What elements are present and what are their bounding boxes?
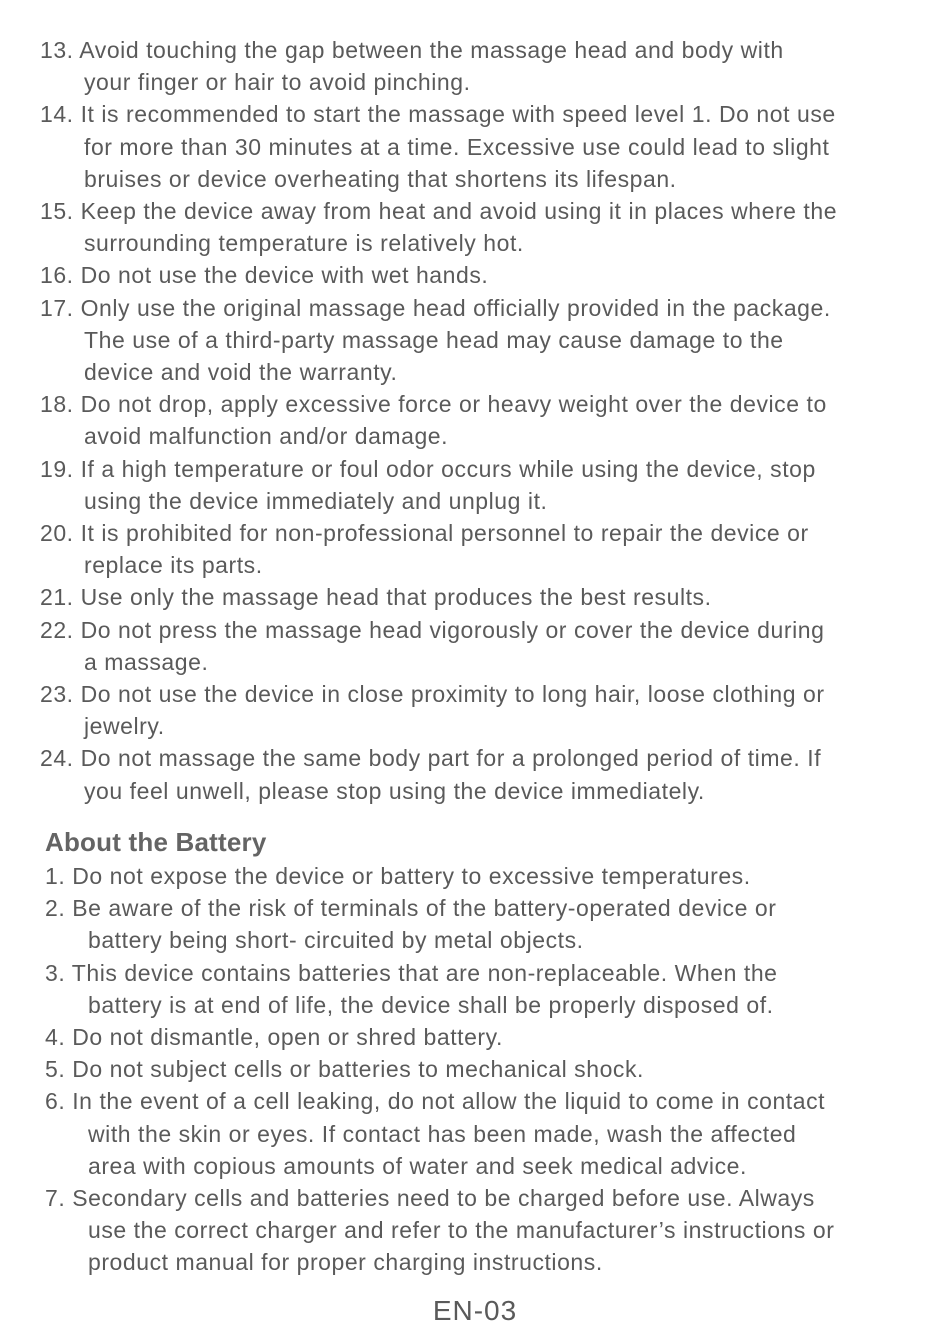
list-item [45,892,834,956]
list-item-continuation: bruises or device overheating that shortens its lifespan. [84,165,677,192]
list-item [40,614,837,678]
list-item-continuation: for more than 30 minutes at a time. Excessive use could lead to slight [84,133,830,160]
list-item-text: 13. Avoid touching the gap between the massage head and body with [40,37,784,63]
list-item-continuation: replace its parts. [84,552,263,579]
list-item-text: 21. Use only the massage head that produces the best results. [40,584,712,611]
list-item-text: 6. In the event of a cell leaking, do not allow the liquid to come in contact [45,1088,826,1115]
list-item-continuation: with the skin or eyes. If contact has been made, wash the affected [88,1120,797,1147]
list-item-continuation: battery is at end of life, the device shall be properly disposed of. [88,991,774,1018]
list-item-text: 1. Do not expose the device or battery to excessive temperatures. [45,863,751,889]
safety-instructions-list [40,34,837,807]
list-item-text: 5. Do not subject cells or batteries to mechanical shock. [45,1056,644,1083]
list-item-continuation: a massage. [84,648,209,675]
list-item-text: 18. Do not drop, apply excessive force or heavy weight over the device to [40,391,827,418]
list-item-text: 17. Only use the original massage head officially provided in the package. [40,294,831,321]
list-item-continuation: product manual for proper charging instructions. [88,1249,603,1276]
list-item [40,98,837,195]
list-item-continuation: using the device immediately and unplug it. [84,487,548,514]
list-item-continuation: device and void the warranty. [84,359,398,386]
list-item-continuation: you feel unwell, please stop using the device immediately. [84,777,705,804]
list-item [45,1182,834,1279]
list-item-text: 16. Do not use the device with wet hands. [40,262,489,289]
list-item-text: 14. It is recommended to start the massage with speed level 1. Do not use [40,101,836,128]
list-item [40,581,837,613]
list-item-text: 15. Keep the device away from heat and avoid using it in places where the [40,198,838,225]
list-item-text: 19. If a high temperature or foul odor occurs while using the device, stop [40,455,816,482]
list-item-text: 22. Do not press the massage head vigorously or cover the device during [40,616,825,643]
list-item-continuation: area with copious amounts of water and seek medical advice. [88,1152,747,1179]
battery-instructions-list [45,860,834,1279]
list-item [40,259,837,291]
list-item-continuation: use the correct charger and refer to the manufacturer’s instructions or [88,1217,835,1244]
list-item-continuation: jewelry. [84,713,165,740]
list-item-continuation: The use of a third-party massage head may cause damage to the [84,326,784,353]
list-item [40,292,837,389]
list-item [45,957,834,1021]
list-item-text: 2. Be aware of the risk of terminals of the battery-operated device or [45,895,777,922]
list-item [40,34,837,98]
list-item-continuation: surrounding temperature is relatively hot. [84,230,524,257]
list-item-continuation: your finger or hair to avoid pinching. [84,69,471,96]
list-item-text: 3. This device contains batteries that are non-replaceable. When the [45,959,778,986]
page-number: EN-03 [432,1295,518,1326]
list-item [45,860,834,892]
list-item [40,678,837,742]
list-item [40,453,837,517]
list-item [45,1053,834,1085]
list-item [40,195,837,259]
list-item-text: 7. Secondary cells and batteries need to be charged before use. Always [45,1185,815,1212]
list-item [40,388,837,452]
list-item [40,742,837,806]
list-item [45,1021,834,1053]
list-item [40,517,837,581]
list-item-text: 4. Do not dismantle, open or shred battery. [45,1024,503,1051]
list-item [45,1085,834,1182]
list-item-continuation: battery being short- circuited by metal objects. [88,927,584,954]
list-item-text: 24. Do not massage the same body part for a prolonged period of time. If [40,745,822,772]
battery-section-heading: About the Battery [45,827,267,857]
list-item-continuation: avoid malfunction and/or damage. [84,423,449,450]
list-item-text: 20. It is prohibited for non-professional personnel to repair the device or [40,520,809,547]
list-item-text: 23. Do not use the device in close proximity to long hair, loose clothing or [40,681,825,708]
